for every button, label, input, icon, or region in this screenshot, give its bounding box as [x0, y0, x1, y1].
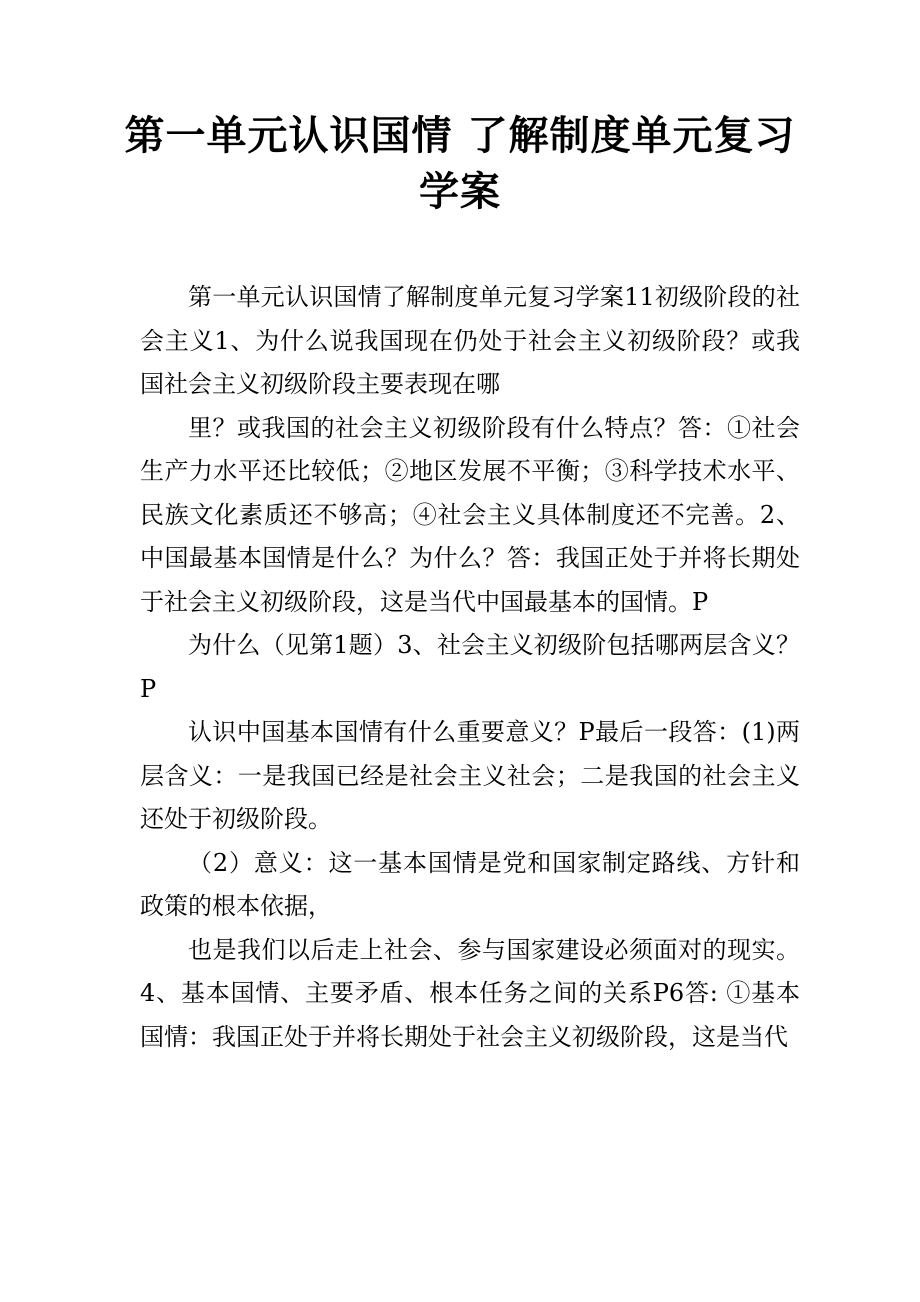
paragraph-6: 也是我们以后走上社会、参与国家建设必须面对的现实。4、基本国情、主要矛盾、根本任务之间的关系P6答: ①基本国情：我国正处于并将长期处于社会主义初级阶段，这是当代	[140, 935, 800, 1051]
paragraph-2: 里？或我国的社会主义初级阶段有什么特点？答：①社会生产力水平还比较低；②地区发展不平衡；③科学技术水平、民族文化素质还不够高；④社会主义具体制度还不完善。2、中国最基本国情是什么？为什么？答：我国正处于并将长期处于社会主义初级阶段，这是当代中国最基本的国情。P	[140, 413, 800, 616]
paragraph-5: （2）意义：这一基本国情是党和国家制定路线、方针和政策的根本依据，	[140, 848, 800, 920]
document-title	[100, 108, 820, 220]
paragraph-4: 认识中国基本国情有什么重要意义？P最后一段答：(1)两层含义：一是我国已经是社会主义社会；二是我国的社会主义还处于初级阶段。	[140, 718, 800, 833]
paragraph-1: 第一单元认识国情了解制度单元复习学案11初级阶段的社会主义1、为什么说我国现在仍处于社会主义初级阶段？或我国社会主义初级阶段主要表现在哪	[140, 283, 800, 398]
document-body	[140, 276, 800, 1059]
paragraph-3: 为什么（见第1题）3、社会主义初级阶包括哪两层含义？P	[140, 631, 800, 703]
title-line-1: 第一单元认识国情 了解制度单元复习	[124, 112, 796, 159]
title-line-2: 学案	[419, 168, 501, 215]
